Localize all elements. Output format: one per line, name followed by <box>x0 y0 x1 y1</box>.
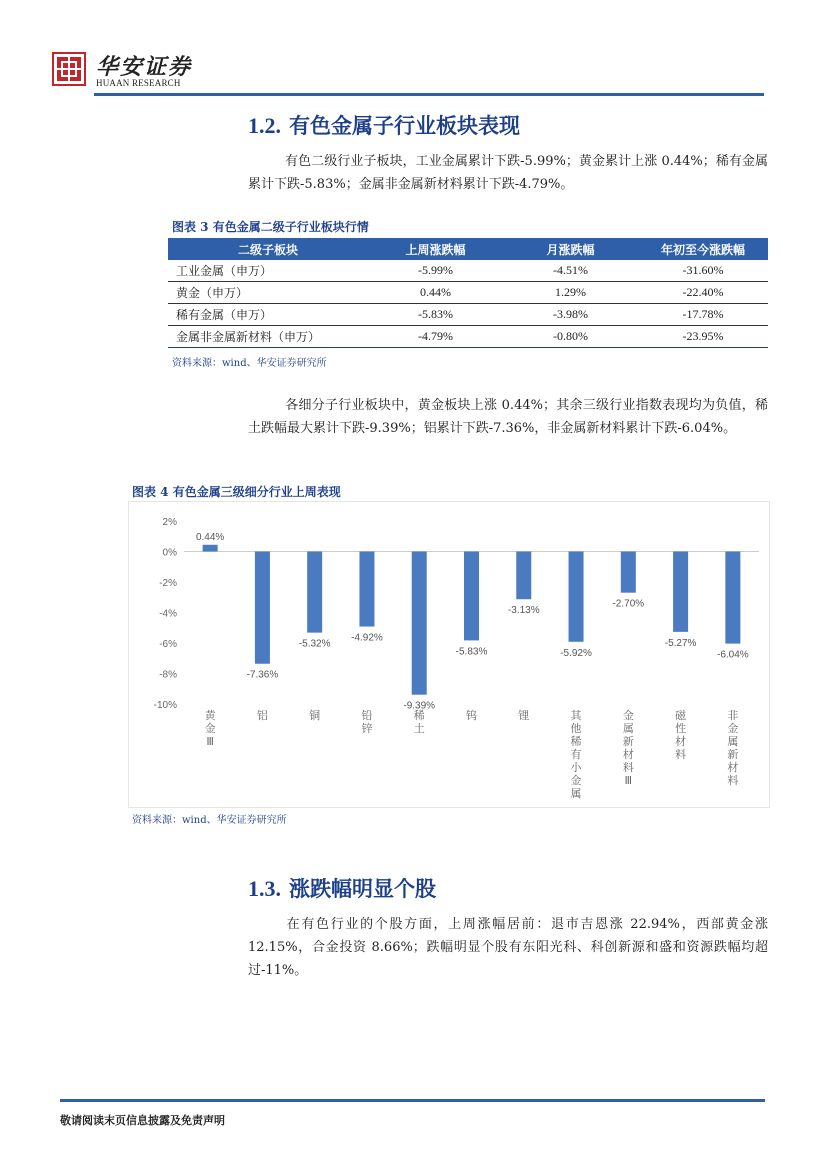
huaan-logo-icon <box>52 52 86 86</box>
x-tick-label: 他 <box>570 722 582 735</box>
x-tick-label: 其 <box>570 709 582 722</box>
bar-chart <box>129 502 769 807</box>
table-cell: 稀有金属（申万） <box>168 304 368 326</box>
y-tick-label: -6% <box>159 639 177 650</box>
x-tick-label: 铝 <box>256 709 268 722</box>
x-tick-label: 黄 <box>204 709 216 722</box>
x-tick-label: 性 <box>675 722 687 735</box>
x-tick-label: 土 <box>413 722 425 735</box>
x-tick-label: 锌 <box>361 722 373 735</box>
bar <box>516 552 531 600</box>
bar <box>359 552 374 627</box>
table-cell: -17.78% <box>638 304 768 326</box>
data-label: -9.39% <box>403 700 436 712</box>
table-cell: -4.51% <box>503 260 638 282</box>
paragraph-text: 在有色行业的个股方面，上周涨幅居前：退市吉恩涨 22.94%，西部黄金涨 12.15%，合金投资 8.66%；跌幅明显个股有东阳光科、科创新源和盛和资源跌幅均超过-11%。 <box>248 917 768 978</box>
table-row <box>168 304 768 326</box>
table-header: 上周涨跌幅 <box>368 238 503 260</box>
data-label: -5.83% <box>455 646 488 658</box>
x-tick-label: 属 <box>727 735 739 748</box>
bar <box>725 552 740 644</box>
chart-container <box>128 501 770 808</box>
table-row <box>168 260 768 282</box>
y-tick-label: -8% <box>159 669 177 681</box>
x-tick-label: 铜 <box>309 709 321 722</box>
y-tick-label: -10% <box>153 700 177 711</box>
data-label: -5.92% <box>560 647 592 659</box>
section-title: 有色金属子行业板块表现 <box>289 113 520 138</box>
sector-table <box>168 238 768 348</box>
table-cell: 工业金属（申万） <box>168 260 368 282</box>
bar <box>621 552 636 593</box>
bar <box>203 545 218 552</box>
bar <box>255 552 270 664</box>
header-divider <box>94 93 764 96</box>
section-heading-1-3 <box>248 873 436 903</box>
bar <box>412 552 427 695</box>
x-tick-label: 金 <box>727 722 739 735</box>
x-tick-label: 铅 <box>361 709 373 722</box>
x-tick-label: 材 <box>727 761 739 774</box>
figure-title: 图表 4 有色金属三级细分行业上周表现 <box>132 485 341 499</box>
table-cell: 1.29% <box>503 282 638 304</box>
table-header-row <box>168 238 768 260</box>
subsector-paragraph <box>248 394 768 440</box>
bar <box>569 552 584 642</box>
x-tick-label: 小 <box>570 761 582 774</box>
x-tick-label: 非 <box>727 709 739 722</box>
brand-name-en: HUAAN RESEARCH <box>96 78 181 88</box>
table-row <box>168 282 768 304</box>
table-cell: -31.60% <box>638 260 768 282</box>
bar <box>673 552 688 632</box>
x-tick-label: 稀 <box>570 735 582 748</box>
table-row <box>168 326 768 348</box>
table-header: 月涨跌幅 <box>503 238 638 260</box>
figure-source: 资料来源：wind、华安证券研究所 <box>132 815 287 826</box>
table-cell: 黄金（申万） <box>168 282 368 304</box>
data-label: -3.13% <box>507 605 540 617</box>
table-cell: 金属非金属新材料（申万） <box>168 326 368 348</box>
table-cell: -5.83% <box>368 304 503 326</box>
x-tick-label: 磁 <box>675 709 687 722</box>
page-header <box>0 0 827 100</box>
table-cell: -23.95% <box>638 326 768 348</box>
paragraph-text: 有色二级行业子板块，工业金属累计下跌-5.99%；黄金累计上涨 0.44%；稀有金属累计下跌-5.83%；金属非金属新材料累计下跌-4.79%。 <box>248 154 768 192</box>
data-label: -6.04% <box>717 649 749 661</box>
section-number: 1.2. <box>248 113 281 138</box>
paragraph-text: 各细分子行业板块中，黄金板块上涨 0.44%；其余三级行业指数表现均为负值，稀土跌幅最大累计下跌-9.39%；铝累计下跌-7.36%，非金属新材料累计下跌-6.04%。 <box>248 398 768 436</box>
x-tick-label: 金 <box>570 774 582 787</box>
y-tick-label: 2% <box>162 517 177 528</box>
bar <box>307 552 322 633</box>
x-tick-label: 金 <box>622 709 634 722</box>
x-tick-label: 料 <box>727 774 739 787</box>
data-label: -5.27% <box>664 637 697 649</box>
x-tick-label: 锂 <box>518 709 530 722</box>
y-tick-label: -4% <box>159 608 177 620</box>
data-label: 0.44% <box>195 531 225 543</box>
section-1-3-paragraph <box>248 913 768 982</box>
x-tick-label: 新 <box>727 748 739 761</box>
x-tick-label: 属 <box>570 787 582 800</box>
x-tick-label: 材 <box>675 735 687 748</box>
section-title: 涨跌幅明显个股 <box>289 876 436 901</box>
data-label: -4.92% <box>351 632 383 644</box>
y-tick-label: -2% <box>159 578 177 589</box>
footer-divider <box>60 1099 765 1102</box>
table-cell: 0.44% <box>368 282 503 304</box>
table-header: 年初至今涨跌幅 <box>638 238 768 260</box>
table-title: 图表 3 有色金属二级子行业板块行情 <box>172 220 369 234</box>
table-header: 二级子板块 <box>168 238 368 260</box>
x-tick-label: 金 <box>204 722 216 735</box>
table-cell: -4.79% <box>368 326 503 348</box>
x-tick-label: 材 <box>622 748 634 761</box>
table-cell: -5.99% <box>368 260 503 282</box>
x-tick-label: 钨 <box>466 709 477 722</box>
x-tick-label: Ⅲ <box>624 774 633 787</box>
table-source: 资料来源：wind、华安证券研究所 <box>172 358 327 369</box>
section-heading-1-2 <box>248 110 520 140</box>
table-cell: -0.80% <box>503 326 638 348</box>
x-tick-label: 属 <box>622 722 634 735</box>
table-cell: -22.40% <box>638 282 768 304</box>
data-label: -7.36% <box>246 669 279 681</box>
section-1-2-paragraph <box>248 150 768 196</box>
data-label: -5.32% <box>298 638 331 650</box>
x-tick-label: 有 <box>570 748 582 761</box>
bar <box>464 552 479 641</box>
brand-name-cn: 华安证券 <box>96 54 193 80</box>
x-tick-label: 稀 <box>413 709 425 722</box>
x-tick-label: 新 <box>622 735 634 748</box>
y-tick-label: 0% <box>162 547 177 559</box>
x-tick-label: 料 <box>622 761 634 774</box>
section-number: 1.3. <box>248 876 281 901</box>
data-label: -2.70% <box>612 598 645 610</box>
x-tick-label: Ⅲ <box>206 735 214 748</box>
footer-disclaimer: 敬请阅读末页信息披露及免责声明 <box>60 1114 225 1127</box>
table-cell: -3.98% <box>503 304 638 326</box>
x-tick-label: 料 <box>675 748 687 761</box>
